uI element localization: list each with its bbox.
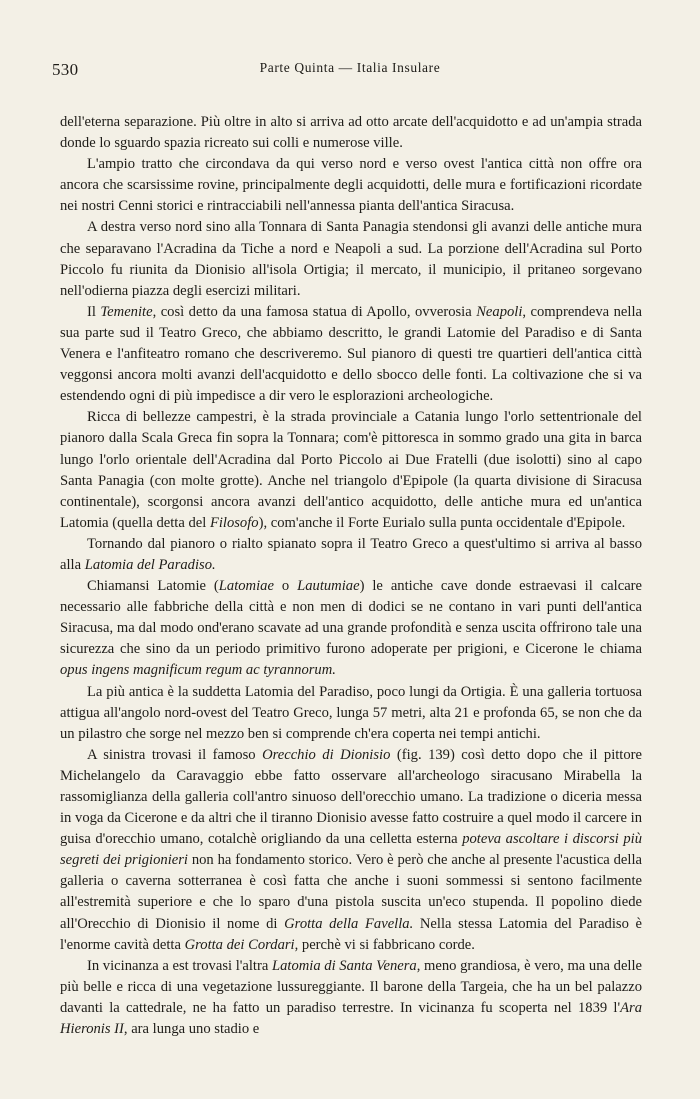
paragraph	[60, 745, 642, 956]
italic-term: Temenite	[100, 303, 153, 320]
text-run: L'ampio tratto che circondava da qui verso nord e verso ovest l'antica città non offre ora ancora che scarsissime rovine, principalmente degli acquidotti, delle mura e fortificazioni ricordate nei nostri Cenni storici e rintracciabili nell'annessa pianta dell'antica Siracusa.	[60, 156, 642, 215]
italic-term: Neapoli	[476, 303, 523, 320]
text-run: o	[273, 578, 298, 595]
running-title: Parte Quinta — Italia Insulare	[259, 60, 441, 75]
paragraph	[60, 956, 642, 1040]
text-run: (fig. 139) così detto dopo che il pittore Michelangelo da Caravaggio ebbe fatto osservare all'archeologo siracusano Mirabella la rassomiglianza della galleria coll'antro sinuoso dell'orecchio umano. La tradizione o diceria messa in voga da Cicerone e da altri che il tiranno Dionisio avesse fatto costruire a quel modo il carcere in guisa d'orecchio umano, cotalchè origliando da una celletta esterna	[60, 746, 642, 848]
page-number: 530	[52, 60, 79, 79]
text-run: ) le antiche cave donde estraevasi il calcare necessario alle fabbriche della città e non men di dodici se ne contano in vari punti dell'antica Siracusa, ma dal modo ond'erano scavate ad una grande profondità e senza uscita offrirono tale una sicurezza che sino da un periodo primitivo furono adoperate per prigioni, e Cicerone le chiama	[60, 578, 643, 658]
paragraph	[60, 407, 642, 534]
paragraph	[60, 217, 642, 301]
paragraph	[60, 534, 642, 576]
paragraph	[60, 682, 642, 745]
paragraph	[60, 154, 642, 217]
italic-term: Latomia di Santa Venera	[271, 957, 417, 974]
italic-term: Grotta della Favella.	[284, 915, 414, 932]
paragraph	[60, 302, 642, 407]
italic-term: poteva ascoltare i discorsi più segreti dei prigionieri	[60, 831, 643, 869]
paragraph	[60, 576, 642, 681]
text-run: Chiamansi Latomie (	[87, 578, 219, 595]
page-header	[52, 60, 648, 82]
text-run: , ara lunga uno stadio e	[123, 1021, 260, 1038]
text-run: In vicinanza a est trovasi l'altra	[87, 957, 272, 974]
italic-term: Orecchio di Dionisio	[262, 746, 391, 763]
text-run: La più antica è la suddetta Latomia del Paradiso, poco lungi da Ortigia. È una galleria tortuosa attigua all'angolo nord-ovest del Teatro Greco, lunga 57 metri, alta 21 e profonda 65, se non che da un pilastro che sorge nel mezzo ben si comprende ch'era coperta nei tempi antichi.	[60, 683, 642, 742]
text-run: A destra verso nord sino alla Tonnara di Santa Panagia stendonsi gli avanzi delle antiche mura che separavano l'Acradina da Tiche a nord e Neapoli a sud. La porzione dell'Acradina sul Porto Piccolo fu riunita da Dionisio all'isola Ortigia; il mercato, il municipio, il pritaneo sorgevano nell'odierna piazza degli esercizi militari.	[60, 219, 642, 299]
text-run: , comprendeva nella sua parte sud il Teatro Greco, che abbiamo descritto, le grandi Latomie del Paradiso e di Santa Venera e l'anfiteatro romano che descriveremo. Sul pianoro di questi tre quartieri dell'antica città veggonsi ancora molti avanzi dell'acquidotto e dello sbocco delle fonti. La coltivazione che si va estendendo ogni di più impedisce a dir vero le esplorazioni archeologiche.	[60, 303, 642, 405]
text-run: , perchè vi si fabbricano corde.	[294, 936, 475, 953]
italic-term: Latomiae	[218, 578, 274, 595]
text-run: A sinistra trovasi il famoso	[87, 746, 263, 763]
text-run: Il	[87, 303, 101, 320]
italic-term: Filosofo	[209, 514, 259, 531]
text-run: Tornando dal pianoro o rialto spianato sopra il Teatro Greco a quest'ultimo si arriva al basso alla	[60, 535, 642, 573]
italic-term: Lautumiae	[297, 578, 360, 595]
text-run: dell'eterna separazione. Più oltre in alto si arriva ad otto arcate dell'acquidotto e ad un'ampia strada donde lo sguardo spazia ricreato sui colli e numerose ville.	[60, 114, 642, 152]
italic-term: Latomia del Paradiso.	[84, 556, 216, 573]
italic-term: opus ingens magnificum regum ac tyrannorum.	[60, 662, 336, 679]
italic-term: Grotta dei Cordari	[184, 936, 295, 953]
text-run: ), com'anche il Forte Eurialo sulla punta occidentale d'Epipole.	[258, 514, 626, 531]
italic-term: Ara Hieronis II	[60, 999, 642, 1038]
paragraph	[60, 112, 642, 154]
text-run: , così detto da una famosa statua di Apollo, ovverosia	[152, 303, 477, 320]
body-text	[60, 112, 642, 1040]
text-run: Nella stessa Latomia del Paradiso è l'enorme cavità detta	[60, 915, 643, 953]
text-run: , meno grandiosa, è vero, ma una delle più belle e ricca di una vegetazione lussureggiante. Il barone della Targeia, che ha un bel palazzo davanti la cattedrale, ne ha fatto un paradiso terrestre. In vicinanza fu scoperta nel 1839 l'	[60, 957, 643, 1016]
text-run: non ha fondamento storico. Vero è però che anche al presente l'acustica della galleria o caverna sotterranea è così fatta che anche i suoni sommessi si sentono facilmente all'estremità superiore e che lo sparo d'una pistola suscita un'eco stupenda. Il popolino diede all'Orecchio di Dionisio il nome di	[60, 852, 643, 932]
text-run: Ricca di bellezze campestri, è la strada provinciale a Catania lungo l'orlo settentrionale del pianoro dalla Scala Greca fin sopra la Tonnara; com'è pittoresca in sommo grado una gita in barca lungo l'orlo orientale dell'Acradina dal Porto Piccolo ai Due Fratelli (due isolotti) sino al capo Santa Panagia (con molte grotte). Anche nel triangolo d'Epipole (la quarta divisione di Siracusa continentale), scorgonsi ancora avanzi dell'antico acquidotto, delle antiche mura ed un'antica Latomia (quella detta del	[60, 409, 642, 531]
